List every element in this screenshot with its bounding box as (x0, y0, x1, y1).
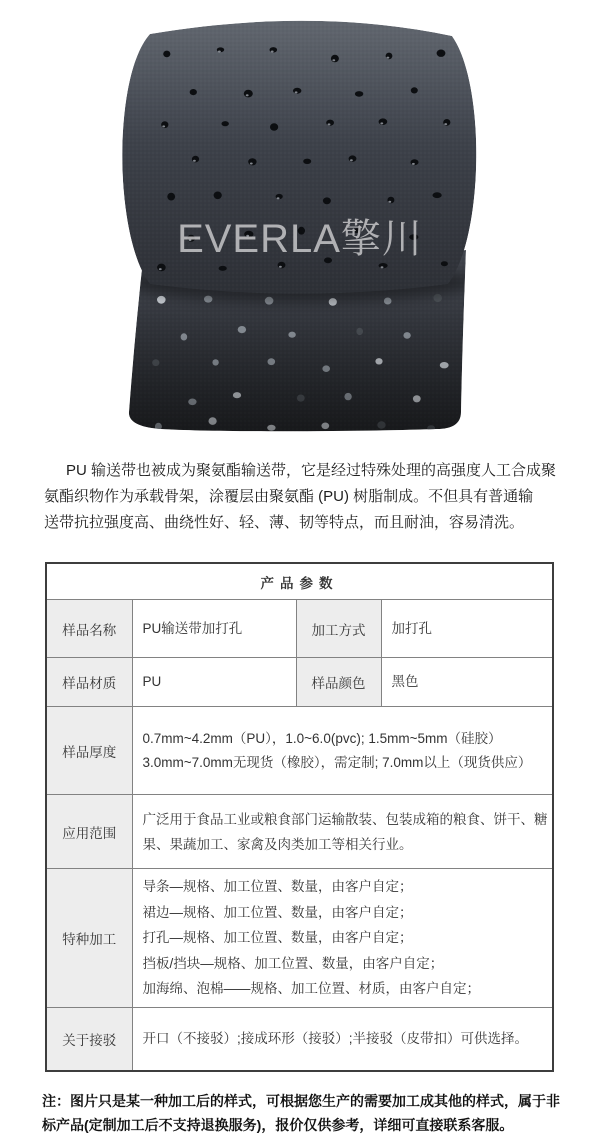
table-title-row (46, 563, 553, 600)
spec-label-material: 样品材质 (46, 658, 132, 707)
product-photo (0, 0, 600, 445)
value-line: 挡板/挡块—规格、加工位置、数量，由客户自定； (142, 955, 444, 971)
intro-line: 氨酯织物作为承载骨架，涂覆层由聚氨酯 (PU) 树脂制成。不但具有普通输 (44, 488, 534, 505)
table-title: 产品参数 (46, 563, 553, 600)
spec-value-process-method: 加打孔 (381, 600, 553, 658)
spec-label-process-method: 加工方式 (296, 600, 381, 658)
value-line: 加海绵、泡棉——规格、加工位置、材质，由客户自定； (142, 981, 480, 997)
table-row (46, 707, 553, 795)
value-line: 广泛用于食品工业或粮食部门运输散装、包装成箱的粮食、饼干、糖 (142, 811, 548, 827)
spec-label-color: 样品颜色 (296, 658, 381, 707)
spec-value-joint (132, 1008, 553, 1072)
note-line: 标产品(定制加工后不支持退换服务)，报价仅供参考，详细可直接联系客服。 (42, 1117, 514, 1133)
value-line: 开口（不接驳）;接成环形（接驳）;半接驳（皮带扣）可供选择。 (142, 1031, 529, 1046)
intro-line: 送带抗拉强度高、曲绕性好、轻、薄、韧等特点，而且耐油，容易清洗。 (44, 514, 525, 531)
note-line: 注：图片只是某一种加工后的样式，可根据您生产的需要加工成其他的样式，属于非 (42, 1093, 560, 1109)
table-row (46, 795, 553, 869)
intro-line: PU 输送带也被成为聚氨酯输送带，它是经过特殊处理的高强度人工合成聚 (66, 462, 557, 479)
spec-value-material: PU (132, 658, 296, 707)
table-row (46, 869, 553, 1008)
spec-value-application (132, 795, 553, 869)
spec-label-thickness: 样品厚度 (46, 707, 132, 795)
spec-table (45, 562, 554, 1072)
footer-note (42, 1089, 572, 1137)
table-row (46, 1008, 553, 1072)
spec-label-application: 应用范围 (46, 795, 132, 869)
table-row (46, 600, 553, 658)
spec-label-joint: 关于接驳 (46, 1008, 132, 1072)
spec-value-sample-name: PU输送带加打孔 (132, 600, 296, 658)
intro-paragraph (44, 458, 570, 536)
value-line: 裙边—规格、加工位置、数量，由客户自定； (142, 904, 413, 920)
spec-value-thickness (132, 707, 553, 795)
spec-label-special-processing: 特种加工 (46, 869, 132, 1008)
value-line: 导条—规格、加工位置、数量，由客户自定； (142, 879, 413, 895)
value-line: 3.0mm~7.0mm无现货（橡胶），需定制; 7.0mm以上（现货供应） (142, 754, 532, 770)
value-line: 0.7mm~4.2mm（PU），1.0~6.0(pvc); 1.5mm~5mm（硅胶） (142, 730, 502, 746)
brand-watermark: EVERLA擎川 (177, 217, 423, 261)
spec-label-sample-name: 样品名称 (46, 600, 132, 658)
value-line: 打孔—规格、加工位置、数量，由客户自定； (142, 930, 413, 946)
value-line: 果、果蔬加工、家禽及肉类加工等相关行业。 (142, 836, 413, 852)
spec-value-color: 黑色 (381, 658, 553, 707)
spec-value-special-processing (132, 869, 553, 1008)
table-row (46, 658, 553, 707)
belt-photo-illustration (0, 0, 600, 445)
